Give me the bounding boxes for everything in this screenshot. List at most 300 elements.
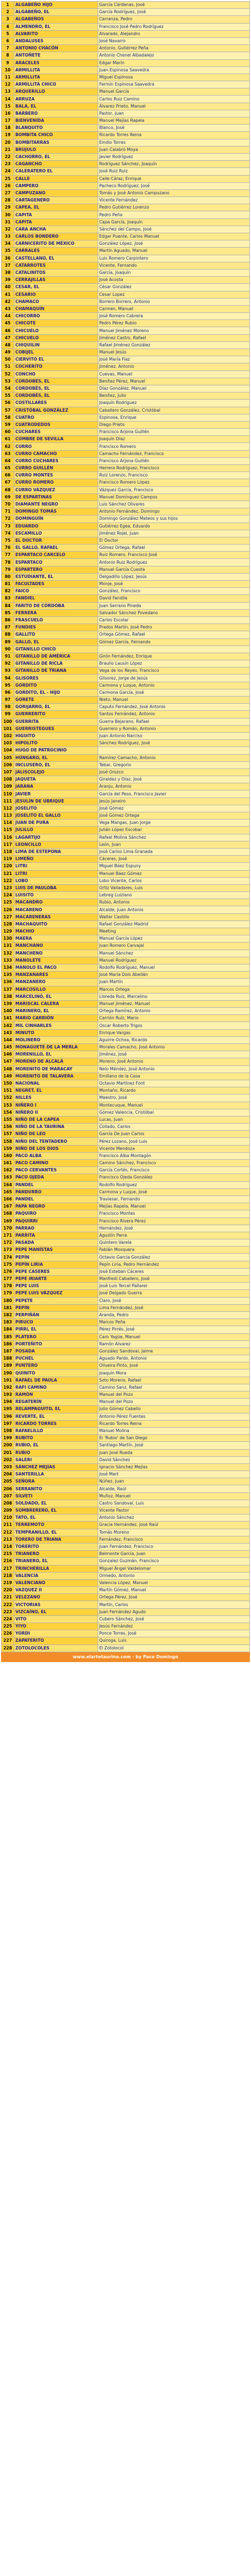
real-name-cell: Hernández, José	[98, 1225, 250, 1232]
real-name-cell: García Cortés, Francisco	[98, 1167, 250, 1174]
real-name-cell: Pedro Pérez Rubio	[98, 320, 250, 327]
real-name-cell: Lobo Vicente, Carlos	[98, 877, 250, 884]
nickname-cell: DOMINGUÍN	[14, 515, 98, 523]
row-number: 193	[2, 1391, 14, 1399]
table-row	[2, 559, 250, 566]
real-name-cell: Vázquez García, Francisco	[98, 486, 250, 493]
table-row	[2, 363, 250, 371]
nickname-cell: YORDI	[14, 1630, 98, 1637]
real-name-cell: José Luis Tercel Pallarer	[98, 1283, 250, 1290]
nickname-cell: EDUARDO	[14, 523, 98, 530]
row-number: 165	[2, 1188, 14, 1196]
row-number: 16	[2, 110, 14, 117]
nickname-cell: HÚNGARO, EL	[14, 754, 98, 761]
table-row	[2, 1435, 250, 1442]
real-name-cell: Sánchez del Campo, José	[98, 226, 250, 233]
real-name-cell: Jiménez Castro, Rafael	[98, 334, 250, 341]
row-number: 184	[2, 1326, 14, 1333]
row-number: 80	[2, 573, 14, 580]
row-number: 123	[2, 884, 14, 891]
row-number: 86	[2, 616, 14, 624]
real-name-cell: Juan Martín	[98, 979, 250, 986]
real-name-cell: Benítez, Julio	[98, 392, 250, 400]
row-number: 227	[2, 1637, 14, 1645]
real-name-cell: Benítez Pérez, Manuel	[98, 378, 250, 385]
nickname-cell: CHAMACO	[14, 298, 98, 305]
row-number: 90	[2, 646, 14, 653]
row-number: 225	[2, 1623, 14, 1630]
row-number: 126	[2, 906, 14, 913]
real-name-cell: Ricardo Torres Reina	[98, 132, 250, 139]
nickname-cell: LITRI	[14, 870, 98, 877]
nickname-cell: PANDURRO	[14, 1188, 98, 1196]
real-name-cell: Joaquín Mora	[98, 1370, 250, 1377]
real-name-cell: González López, José	[98, 240, 250, 248]
nickname-cell: DOMINGO TOMÁS	[14, 508, 98, 515]
nickname-cell: VELEZANO	[14, 1594, 98, 1601]
row-number: 133	[2, 957, 14, 964]
row-number: 208	[2, 1500, 14, 1507]
nickname-cell: CAPITA	[14, 211, 98, 218]
row-number: 66	[2, 472, 14, 479]
table-row	[2, 486, 250, 493]
row-number: 96	[2, 689, 14, 696]
row-number: 120	[2, 863, 14, 870]
real-name-cell: Gómez Valencia, Cristóbal	[98, 1109, 250, 1116]
real-name-cell: Miguel Espinosa	[98, 74, 250, 81]
table-row	[2, 2, 250, 9]
row-number: 222	[2, 1601, 14, 1608]
nickname-cell: CACHORRO, EL	[14, 153, 98, 160]
real-name-cell: García Rodríguez, José	[98, 9, 250, 16]
nickname-cell: CAPEA, EL	[14, 204, 98, 211]
nickname-cell: MONAGUETE DE LA MERLA	[14, 1044, 98, 1051]
nickname-cell: PERPIÑÁN	[14, 1311, 98, 1318]
table-row	[2, 59, 250, 66]
real-name-cell: Pérez Lozano, José Luis	[98, 1138, 250, 1145]
nickname-cell: CURRO VÁZQUEZ	[14, 486, 98, 493]
table-row	[2, 1399, 250, 1406]
row-number: 55	[2, 392, 14, 400]
table-row	[2, 1406, 250, 1413]
real-name-cell: Lima Fernández, José	[98, 1304, 250, 1311]
row-number: 9	[2, 59, 14, 66]
table-row	[2, 479, 250, 486]
table-row	[2, 1623, 250, 1630]
nickname-cell: PEPE IRIARTE	[14, 1276, 98, 1283]
table-row	[2, 218, 250, 226]
table-row	[2, 1514, 250, 1522]
real-name-cell: El Doctor	[98, 537, 250, 544]
table-row	[2, 921, 250, 928]
real-name-cell: García, Joaquín	[98, 269, 250, 276]
nickname-cell: PANDEL	[14, 1196, 98, 1203]
row-number: 118	[2, 848, 14, 855]
table-row	[2, 704, 250, 711]
table-row	[2, 182, 250, 189]
row-number: 125	[2, 899, 14, 906]
table-row	[2, 472, 250, 479]
real-name-cell: Muñoz, Manuel	[98, 1492, 250, 1500]
nickname-cell: CURRO CUCHARES	[14, 457, 98, 464]
real-name-cell: Gonzalez Guzmán, Francisco	[98, 1558, 250, 1565]
real-name-cell: Fabián Mosquera	[98, 1247, 250, 1254]
nickname-cell: GORETE	[14, 697, 98, 704]
real-name-cell: Ortega Gómez, Rafael	[98, 631, 250, 638]
nickname-cell: GLISORES	[14, 675, 98, 682]
row-number: 121	[2, 870, 14, 877]
nickname-cell: CARLOS BONDERO	[14, 233, 98, 240]
row-number: 79	[2, 566, 14, 573]
table-row	[2, 725, 250, 732]
real-name-cell: Salvador Sánchez Povedano	[98, 609, 250, 616]
nickname-cell: CATARROTES	[14, 262, 98, 269]
table-row	[2, 400, 250, 407]
real-name-cell: Francisco Arjona Guillén	[98, 429, 250, 436]
nickname-cell: MORENITO DE TALAVERA	[14, 1073, 98, 1080]
row-number: 213	[2, 1536, 14, 1543]
nickname-cell: MACARENO	[14, 906, 98, 913]
row-number: 92	[2, 660, 14, 667]
watermark-author: by Paco Domingo	[135, 1654, 179, 1659]
nickname-cell: MANOLO EL PACO	[14, 964, 98, 971]
nickname-cell: PEPÍN LIRIA	[14, 1261, 98, 1268]
nickname-cell: PAQUIRRI	[14, 1217, 98, 1225]
nickname-cell: MARISCAL CALERA	[14, 1000, 98, 1007]
row-number: 70	[2, 501, 14, 508]
nickname-cell: ALMENDRO, EL	[14, 23, 98, 30]
real-name-cell: Antonio Chenel Albadalejo	[98, 52, 250, 59]
row-number: 32	[2, 226, 14, 233]
row-number: 51	[2, 363, 14, 371]
row-number: 172	[2, 1239, 14, 1247]
table-row	[2, 697, 250, 704]
real-name-cell: José Gómez Ortega	[98, 812, 250, 820]
nickname-cell: PEPE MANÍSTAS	[14, 1247, 98, 1254]
table-row	[2, 1579, 250, 1586]
nickname-cell: PARRITA	[14, 1232, 98, 1239]
table-row	[2, 1058, 250, 1065]
row-number: 206	[2, 1485, 14, 1492]
row-number: 47	[2, 334, 14, 341]
table-row	[2, 1196, 250, 1203]
real-name-cell: Alcalde, Raúl	[98, 1485, 250, 1492]
nickname-cell: CÚMBRE DE SEVILLA	[14, 436, 98, 443]
row-number: 128	[2, 921, 14, 928]
nickname-cell: MORENO DE ALCALÁ	[14, 1058, 98, 1065]
table-row	[2, 616, 250, 624]
row-number: 26	[2, 182, 14, 189]
real-name-cell: Pérez Pirrés, José	[98, 1326, 250, 1333]
row-number: 14	[2, 96, 14, 103]
table-row	[2, 117, 250, 125]
row-number: 29	[2, 204, 14, 211]
nickname-cell: RUBIO	[14, 1449, 98, 1456]
nickname-cell: BARBERO	[14, 110, 98, 117]
real-name-cell: Manuel Báez Gómez	[98, 870, 250, 877]
nickname-cell: CAMPERO	[14, 182, 98, 189]
nickname-cell: CERRAJILLAS	[14, 277, 98, 284]
table-row	[2, 768, 250, 776]
nickname-cell: CONCHO	[14, 371, 98, 378]
row-number: 147	[2, 1058, 14, 1065]
real-name-cell: Pacheco Rodríguez, José	[98, 182, 250, 189]
table-row	[2, 103, 250, 110]
nickname-cell: MACHAQUITO	[14, 921, 98, 928]
row-number: 178	[2, 1283, 14, 1290]
table-row	[2, 1478, 250, 1485]
row-number: 182	[2, 1311, 14, 1318]
row-number: 34	[2, 240, 14, 248]
row-number: 188	[2, 1355, 14, 1362]
row-number: 171	[2, 1232, 14, 1239]
real-name-cell: Manuel Jiménez, Manuel	[98, 1000, 250, 1007]
real-name-cell: Collado, Carlos	[98, 1124, 250, 1131]
nickname-cell: REGATERÍN	[14, 1399, 98, 1406]
real-name-cell: Claro, José	[98, 1297, 250, 1304]
real-name-cell: Martín Gómez, Manuel	[98, 1587, 250, 1594]
table-row	[2, 588, 250, 595]
nickname-cell: SALERI	[14, 1456, 98, 1463]
table-row	[2, 298, 250, 305]
table-row	[2, 233, 250, 240]
row-number: 110	[2, 790, 14, 798]
row-number: 190	[2, 1370, 14, 1377]
table-row	[2, 341, 250, 349]
row-number: 156	[2, 1124, 14, 1131]
row-number: 218	[2, 1572, 14, 1579]
nickname-cell: GUERRERITO	[14, 711, 98, 718]
table-row	[2, 602, 250, 609]
real-name-cell: Juan Fernández, Francisco	[98, 1543, 250, 1550]
table-row	[2, 1507, 250, 1514]
table-row	[2, 1645, 250, 1652]
table-row	[2, 146, 250, 153]
row-number: 98	[2, 704, 14, 711]
real-name-cell: Braulio Lausín López	[98, 660, 250, 667]
table-row	[2, 732, 250, 739]
row-number: 6	[2, 37, 14, 44]
table-row	[2, 37, 250, 44]
row-number: 11	[2, 74, 14, 81]
real-name-cell: Francisco Romero López	[98, 479, 250, 486]
real-name-cell: Monje, José	[98, 581, 250, 588]
table-row	[2, 284, 250, 291]
row-number: 122	[2, 877, 14, 884]
real-name-cell: Lucas, Juan	[98, 1116, 250, 1123]
nickname-cell: CURRO CAMACHO	[14, 450, 98, 457]
real-name-cell: Ignacio Sánchez Mejías	[98, 1463, 250, 1471]
table-row	[2, 378, 250, 385]
table-row	[2, 1536, 250, 1543]
watermark-footer	[1, 1652, 250, 1662]
row-number: 64	[2, 457, 14, 464]
row-number: 60	[2, 429, 14, 436]
table-row	[2, 23, 250, 30]
nickname-cell: ESPARTACO CARCELO	[14, 552, 98, 559]
real-name-cell: Quintero Varela	[98, 1239, 250, 1247]
row-number: 104	[2, 747, 14, 754]
nickname-cell: TATO, EL	[14, 1514, 98, 1522]
table-row	[2, 16, 250, 23]
row-number: 8	[2, 52, 14, 59]
real-name-cell: Capa García, Joaquín	[98, 218, 250, 226]
table-row	[2, 1188, 250, 1196]
real-name-cell: José Mart	[98, 1471, 250, 1478]
row-number: 186	[2, 1340, 14, 1348]
real-name-cell: Pepín Liria, Pedro Hernández	[98, 1261, 250, 1268]
real-name-cell: Tomás y José Antonio Campuzano	[98, 189, 250, 197]
nickname-cell: VIZCAÍNO, EL	[14, 1608, 98, 1615]
row-number: 68	[2, 486, 14, 493]
table-row	[2, 913, 250, 921]
nickname-cell: JULILLO	[14, 827, 98, 834]
row-number: 15	[2, 103, 14, 110]
table-row	[2, 1109, 250, 1116]
table-row	[2, 501, 250, 508]
table-row	[2, 385, 250, 392]
table-row	[2, 972, 250, 979]
table-row	[2, 414, 250, 421]
table-row	[2, 877, 250, 884]
nickname-cell: PACO CAMINO	[14, 1160, 98, 1167]
table-row	[2, 197, 250, 204]
real-name-cell: José María Dols Abellán	[98, 972, 250, 979]
real-name-cell: Antonio, Gutiérrez Peña	[98, 45, 250, 52]
real-name-cell: José Gómez	[98, 805, 250, 812]
nickname-cell: ALGABEÑO HIJO	[14, 2, 98, 9]
row-number: 117	[2, 841, 14, 848]
nickname-cell: CIERVITO EL	[14, 356, 98, 363]
table-row	[2, 262, 250, 269]
row-number: 81	[2, 581, 14, 588]
row-number: 17	[2, 117, 14, 125]
nickname-cell: PLATERO	[14, 1333, 98, 1340]
row-number: 115	[2, 827, 14, 834]
real-name-cell: Oscar Roberto Trigos	[98, 1022, 250, 1029]
row-number: 203	[2, 1463, 14, 1471]
nickname-cell: TORERITO	[14, 1543, 98, 1550]
table-row	[2, 805, 250, 812]
row-number: 109	[2, 783, 14, 790]
real-name-cell: Ruiz Romero, Francisco José	[98, 552, 250, 559]
table-row	[2, 1152, 250, 1159]
real-name-cell: Ramón Alvarez	[98, 1340, 250, 1348]
nickname-cell: PAQUIRO	[14, 1210, 98, 1217]
row-number: 179	[2, 1290, 14, 1297]
table-row	[2, 1124, 250, 1131]
row-number: 13	[2, 88, 14, 96]
real-name-cell: Emiliano de la Casa	[98, 1073, 250, 1080]
row-number: 91	[2, 653, 14, 660]
nickname-cell: RELAMPAGUITO, EL	[14, 1406, 98, 1413]
real-name-cell: Ortega Ramírez, Antonio	[98, 1008, 250, 1015]
nickname-cell: ESTUDIANTE, EL	[14, 573, 98, 580]
real-name-cell: Rodríguez Sánchez, Joaquín	[98, 161, 250, 168]
nickname-cell: NILLES	[14, 1095, 98, 1102]
row-number: 61	[2, 436, 14, 443]
table-row	[2, 631, 250, 638]
row-number: 216	[2, 1558, 14, 1565]
table-row	[2, 74, 250, 81]
table-row	[2, 754, 250, 761]
table-row	[2, 1276, 250, 1283]
nickname-cell: JARANA	[14, 783, 98, 790]
real-name-cell: José Navarro	[98, 37, 250, 44]
table-row	[2, 226, 250, 233]
table-row	[2, 371, 250, 378]
row-number: 135	[2, 972, 14, 979]
table-row	[2, 125, 250, 132]
row-number: 53	[2, 378, 14, 385]
row-number: 170	[2, 1225, 14, 1232]
real-name-cell: Fermín Espinosa Saavedra	[98, 81, 250, 88]
nickname-cell: GITANILLO DE RICLA	[14, 660, 98, 667]
table-row	[2, 552, 250, 559]
table-row	[2, 269, 250, 276]
nickname-cell: SANTERILLA	[14, 1471, 98, 1478]
table-row	[2, 30, 250, 37]
row-number: 183	[2, 1319, 14, 1326]
real-name-cell: Traviesar, Fernando	[98, 1196, 250, 1203]
table-row	[2, 240, 250, 248]
real-name-cell: Juan Romero Carvajal	[98, 942, 250, 950]
real-name-cell: Javier Rodríguez	[98, 153, 250, 160]
real-name-cell: Lloreda Ruiz, Marcelino	[98, 993, 250, 1000]
table-row	[2, 1008, 250, 1015]
nickname-cell: TRIANERO, EL	[14, 1558, 98, 1565]
nickname-cell: QUINITO	[14, 1370, 98, 1377]
nickname-cell: SÁNCHEZ MEJÍAS	[14, 1463, 98, 1471]
real-name-cell: Joaquín Rodríguez	[98, 400, 250, 407]
nickname-cell: PEPÍN	[14, 1304, 98, 1311]
table-row	[2, 45, 250, 52]
row-number: 101	[2, 725, 14, 732]
nickname-cell: BLANQUITO	[14, 125, 98, 132]
real-name-cell: Manfredi Caballero, José	[98, 1276, 250, 1283]
nickname-cell: EL GALLO, RAFAEL	[14, 545, 98, 552]
nickname-cell: CHAMAQUÍN	[14, 305, 98, 312]
row-number: 224	[2, 1615, 14, 1623]
real-name-cell: Luis Romero Carpintero	[98, 255, 250, 262]
nickname-cell: PUCHEL	[14, 1355, 98, 1362]
table-body	[2, 2, 250, 1652]
table-row	[2, 964, 250, 971]
table-row	[2, 718, 250, 725]
real-name-cell: Octavio García González	[98, 1254, 250, 1261]
nickname-cell: ARACELES	[14, 59, 98, 66]
nickname-cell: ARMILLITA CHICO	[14, 81, 98, 88]
row-number: 57	[2, 407, 14, 414]
row-number: 197	[2, 1420, 14, 1427]
real-name-cell: Manuel Jiménez Moreno	[98, 327, 250, 334]
table-row	[2, 291, 250, 298]
table-row	[2, 1217, 250, 1225]
nickname-cell: CHICUELO	[14, 334, 98, 341]
nickname-cell: PASADA	[14, 1239, 98, 1247]
row-number: 102	[2, 732, 14, 739]
nickname-cell: RUBIO, EL	[14, 1442, 98, 1449]
nickname-cell: SERRANITO	[14, 1485, 98, 1492]
nickname-cell: NIÑERO I	[14, 1102, 98, 1109]
nickname-cell: DE ESPARTINAS	[14, 493, 98, 501]
row-number: 114	[2, 820, 14, 827]
watermark-site: www.elartetaurino.com	[72, 1654, 131, 1659]
row-number: 41	[2, 291, 14, 298]
row-number: 77	[2, 552, 14, 559]
row-number: 214	[2, 1543, 14, 1550]
row-number: 150	[2, 1080, 14, 1087]
